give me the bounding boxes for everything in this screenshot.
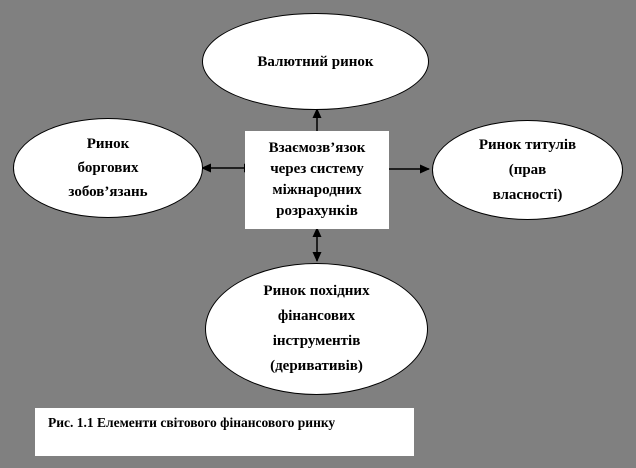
node-label-line: Ринок	[86, 136, 130, 152]
node-label-line: фінансових	[277, 308, 356, 324]
figure-caption-box	[35, 408, 414, 456]
node-label-line: Ринок похідних	[263, 283, 370, 299]
node-label-line: Взаємозв’язок	[268, 140, 366, 156]
node-label-line: розрахунків	[276, 203, 358, 219]
figure-caption: Рис. 1.1 Елементи світового фінансового ринку	[48, 415, 336, 430]
node-label-line: (прав	[508, 161, 547, 178]
node-label-line: інструментів	[272, 333, 361, 349]
node-label-line: міжнародних	[272, 182, 362, 198]
node-label-line: Валютний ринок	[257, 53, 374, 70]
node-debt-market	[13, 118, 203, 218]
node-derivatives-market	[205, 263, 428, 395]
node-titles-market	[432, 120, 623, 220]
node-label-line: (деривативів)	[270, 358, 363, 374]
node-label-line: власності)	[492, 186, 563, 203]
node-label-line: боргових	[77, 160, 139, 176]
node-currency-market	[202, 13, 429, 110]
node-interconnection	[245, 131, 389, 229]
node-label-line: Ринок титулів	[478, 136, 577, 153]
node-label-line: зобов’язань	[68, 184, 148, 200]
node-label-line: через систему	[270, 161, 364, 177]
